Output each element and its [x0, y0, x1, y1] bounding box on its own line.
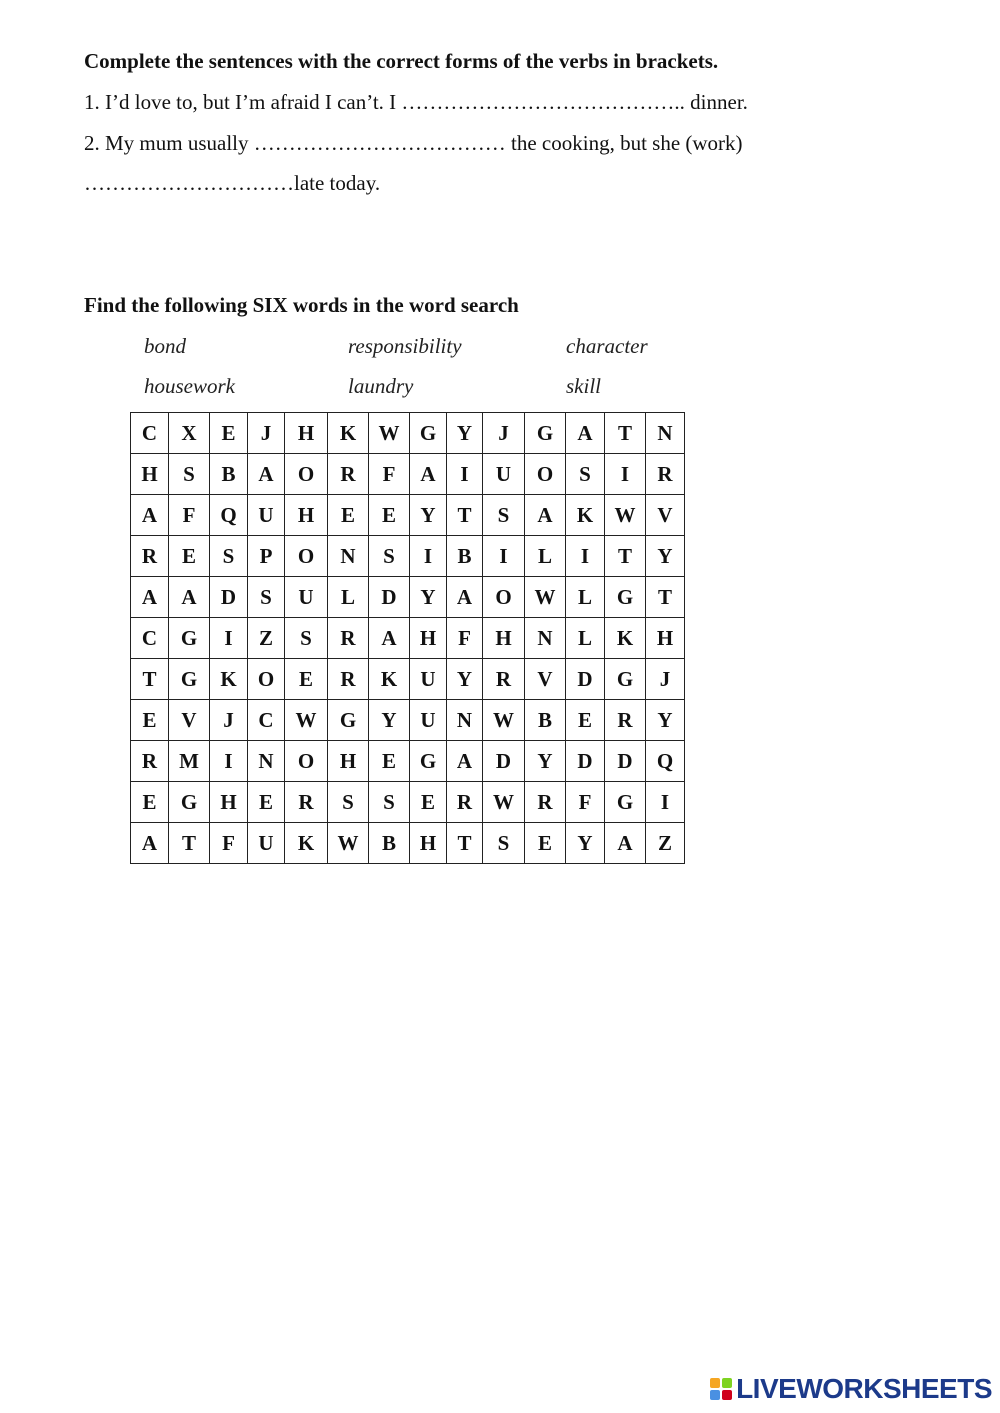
grid-cell: U [410, 700, 447, 741]
grid-cell: H [328, 741, 369, 782]
grid-cell: J [646, 659, 685, 700]
grid-cell: D [605, 741, 646, 782]
grid-cell: U [285, 577, 328, 618]
grid-cell: A [169, 577, 210, 618]
brand-label: LIVEWORKSHEETS [736, 1373, 992, 1404]
grid-cell: F [210, 823, 248, 864]
grid-cell: S [210, 536, 248, 577]
grid-cell: A [447, 577, 483, 618]
grid-cell: L [566, 618, 605, 659]
grid-cell: E [169, 536, 210, 577]
grid-cell: I [410, 536, 447, 577]
grid-cell: W [328, 823, 369, 864]
grid-cell: W [285, 700, 328, 741]
grid-cell: H [131, 454, 169, 495]
grid-row [131, 618, 685, 659]
grid-cell: P [248, 536, 285, 577]
grid-cell: L [525, 536, 566, 577]
grid-cell: Y [525, 741, 566, 782]
grid-cell: K [210, 659, 248, 700]
sentence-1: 1. I’d love to, but I’m afraid I can’t. I ………………………………….. dinner. [84, 90, 748, 114]
logo-square [722, 1378, 732, 1388]
grid-cell: R [525, 782, 566, 823]
grid-cell: O [285, 454, 328, 495]
grid-cell: A [605, 823, 646, 864]
grid-row [131, 577, 685, 618]
grid-cell: F [169, 495, 210, 536]
grid-cell: M [169, 741, 210, 782]
grid-cell: I [210, 618, 248, 659]
grid-cell: Z [248, 618, 285, 659]
grid-cell: U [248, 823, 285, 864]
grid-row [131, 536, 685, 577]
grid-row [131, 495, 685, 536]
grid-cell: A [131, 495, 169, 536]
grid-cell: Y [410, 495, 447, 536]
grid-cell: K [369, 659, 410, 700]
grid-cell: N [447, 700, 483, 741]
grid-cell: H [410, 823, 447, 864]
grid-cell: E [566, 700, 605, 741]
grid-cell: V [525, 659, 566, 700]
grid-cell: O [248, 659, 285, 700]
grid-row [131, 782, 685, 823]
grid-cell: A [447, 741, 483, 782]
grid-cell: G [169, 659, 210, 700]
grid-cell: G [605, 782, 646, 823]
grid-cell: W [525, 577, 566, 618]
word-search-grid [130, 412, 685, 864]
grid-cell: J [483, 413, 525, 454]
grid-cell: E [285, 659, 328, 700]
grid-row [131, 700, 685, 741]
grid-cell: C [131, 413, 169, 454]
grid-cell: B [210, 454, 248, 495]
grid-cell: B [525, 700, 566, 741]
liveworksheets-brand [710, 1373, 992, 1405]
grid-cell: W [605, 495, 646, 536]
grid-cell: Q [210, 495, 248, 536]
grid-cell: D [483, 741, 525, 782]
grid-cell: Y [410, 577, 447, 618]
grid-cell: T [605, 536, 646, 577]
grid-cell: A [566, 413, 605, 454]
grid-cell: H [210, 782, 248, 823]
grid-cell: R [328, 659, 369, 700]
grid-cell: A [248, 454, 285, 495]
grid-cell: G [169, 618, 210, 659]
grid-cell: N [248, 741, 285, 782]
grid-row [131, 741, 685, 782]
grid-cell: F [566, 782, 605, 823]
grid-cell: S [169, 454, 210, 495]
word-skill: skill [566, 374, 601, 398]
grid-cell: N [646, 413, 685, 454]
grid-cell: E [210, 413, 248, 454]
grid-cell: R [285, 782, 328, 823]
grid-cell: W [483, 700, 525, 741]
grid-cell: F [369, 454, 410, 495]
grid-cell: G [328, 700, 369, 741]
grid-cell: R [447, 782, 483, 823]
grid-cell: C [131, 618, 169, 659]
grid-cell: S [248, 577, 285, 618]
grid-cell: A [525, 495, 566, 536]
grid-cell: S [483, 495, 525, 536]
grid-cell: R [131, 536, 169, 577]
grid-cell: C [248, 700, 285, 741]
grid-cell: H [646, 618, 685, 659]
grid-cell: T [447, 823, 483, 864]
grid-cell: E [525, 823, 566, 864]
word-bond: bond [144, 334, 186, 358]
grid-cell: O [483, 577, 525, 618]
grid-cell: J [248, 413, 285, 454]
grid-cell: R [646, 454, 685, 495]
sentence-2-continued: …………………………late today. [84, 171, 381, 195]
grid-cell: S [285, 618, 328, 659]
grid-cell: R [328, 618, 369, 659]
grid-cell: S [566, 454, 605, 495]
grid-cell: T [605, 413, 646, 454]
logo-square [710, 1390, 720, 1400]
grid-cell: O [285, 536, 328, 577]
grid-cell: V [646, 495, 685, 536]
grid-cell: I [566, 536, 605, 577]
grid-cell: R [131, 741, 169, 782]
word-housework: housework [144, 374, 235, 398]
grid-cell: Q [646, 741, 685, 782]
word-laundry: laundry [348, 374, 414, 398]
grid-cell: E [131, 782, 169, 823]
grid-cell: K [605, 618, 646, 659]
logo-square [710, 1378, 720, 1388]
grid-cell: Y [369, 700, 410, 741]
grid-cell: N [525, 618, 566, 659]
grid-cell: I [646, 782, 685, 823]
grid-cell: E [410, 782, 447, 823]
grid-cell: B [447, 536, 483, 577]
grid-cell: N [328, 536, 369, 577]
grid-cell: A [410, 454, 447, 495]
grid-cell: T [447, 495, 483, 536]
grid-cell: A [131, 577, 169, 618]
grid-row [131, 454, 685, 495]
liveworksheets-logo-icon [710, 1378, 732, 1400]
grid-cell: Y [566, 823, 605, 864]
grid-row [131, 659, 685, 700]
grid-cell: H [483, 618, 525, 659]
grid-cell: E [369, 741, 410, 782]
grid-cell: L [328, 577, 369, 618]
grid-cell: B [369, 823, 410, 864]
grid-cell: H [410, 618, 447, 659]
grid-cell: Y [646, 536, 685, 577]
grid-cell: I [447, 454, 483, 495]
grid-cell: O [285, 741, 328, 782]
grid-cell: R [328, 454, 369, 495]
grid-cell: K [285, 823, 328, 864]
grid-cell: G [525, 413, 566, 454]
grid-cell: S [483, 823, 525, 864]
grid-cell: D [566, 741, 605, 782]
grid-cell: Y [646, 700, 685, 741]
grid-cell: W [369, 413, 410, 454]
grid-cell: F [447, 618, 483, 659]
grid-cell: T [646, 577, 685, 618]
logo-square [722, 1390, 732, 1400]
grid-cell: U [483, 454, 525, 495]
exercise2-heading: Find the following SIX words in the word search [84, 293, 519, 317]
grid-cell: Y [447, 413, 483, 454]
grid-cell: G [410, 413, 447, 454]
grid-row [131, 413, 685, 454]
grid-cell: D [566, 659, 605, 700]
grid-cell: U [248, 495, 285, 536]
sentence-2: 2. My mum usually ……………………………… the cooking, but she (work) [84, 131, 743, 155]
grid-cell: S [369, 536, 410, 577]
grid-cell: S [328, 782, 369, 823]
grid-cell: A [369, 618, 410, 659]
grid-cell: G [605, 577, 646, 618]
grid-cell: G [605, 659, 646, 700]
grid-cell: H [285, 413, 328, 454]
grid-row [131, 823, 685, 864]
grid-cell: K [328, 413, 369, 454]
grid-cell: E [131, 700, 169, 741]
grid-cell: G [410, 741, 447, 782]
grid-cell: W [483, 782, 525, 823]
word-responsibility: responsibility [348, 334, 462, 358]
grid-cell: I [605, 454, 646, 495]
grid-cell: R [483, 659, 525, 700]
grid-cell: E [328, 495, 369, 536]
grid-cell: O [525, 454, 566, 495]
grid-cell: T [131, 659, 169, 700]
grid-cell: I [210, 741, 248, 782]
grid-cell: K [566, 495, 605, 536]
grid-cell: Z [646, 823, 685, 864]
grid-cell: J [210, 700, 248, 741]
grid-cell: D [210, 577, 248, 618]
grid-cell: V [169, 700, 210, 741]
grid-cell: E [369, 495, 410, 536]
grid-cell: A [131, 823, 169, 864]
grid-cell: G [169, 782, 210, 823]
grid-cell: L [566, 577, 605, 618]
grid-cell: Y [447, 659, 483, 700]
grid-cell: H [285, 495, 328, 536]
word-character: character [566, 334, 648, 358]
grid-cell: R [605, 700, 646, 741]
grid-cell: E [248, 782, 285, 823]
grid-cell: S [369, 782, 410, 823]
exercise1-heading: Complete the sentences with the correct forms of the verbs in brackets. [84, 49, 719, 73]
grid-cell: X [169, 413, 210, 454]
grid-cell: D [369, 577, 410, 618]
grid-cell: I [483, 536, 525, 577]
grid-cell: U [410, 659, 447, 700]
grid-cell: T [169, 823, 210, 864]
